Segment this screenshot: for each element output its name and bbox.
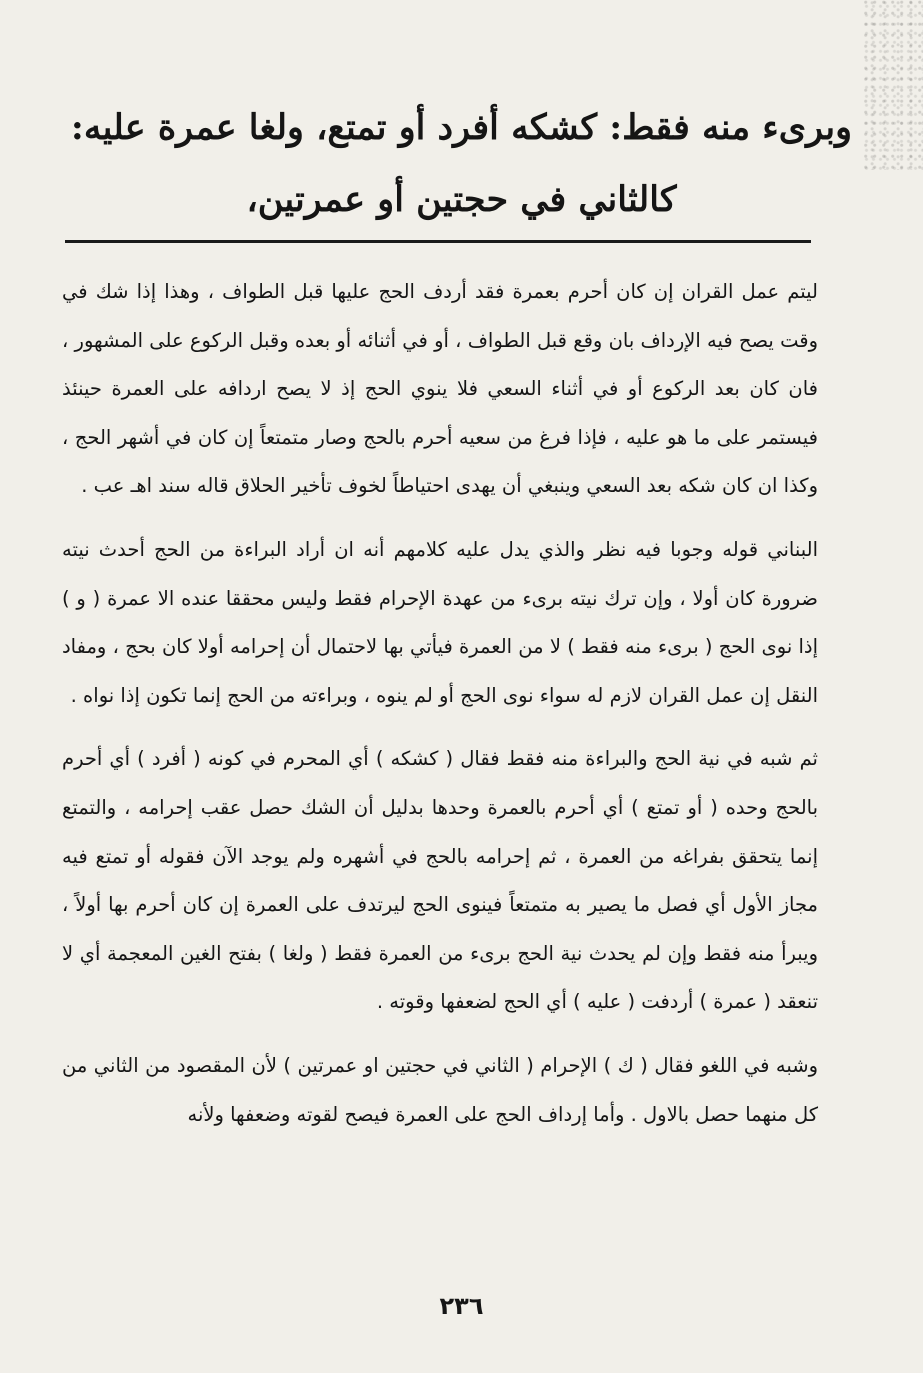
- matn-line-2: كالثاني في حجتين أو عمرتين،: [246, 179, 677, 220]
- page-number: ٢٣٦: [439, 1292, 484, 1320]
- commentary-paragraph-3: ثم شبه في نية الحج والبراءة منه فقط فقال ( كشكه ) أي المحرم في كونه ( أفرد ) أي أحرم بالحج وحده ( أو تمتع ) أي أحرم بالعمرة وحدها بدليل أن الشك حصل عقب إحرامه ، والتمتع إنما يتحقق بفراغه من العمرة ، ثم إحرامه بالحج في أشهره ولم يوجد الآن فقوله أو تمتع فيه مجاز الأول أي فصل ما يصير به متمتعاً فينوى الحج ليرتدف على العمرة إن كان أحرم بها أولاً ، ويبرأ منه فقط وإن لم يحدث نية الحج برىء من العمرة فقط ( ولغا ) بفتح الغين المعجمة أي لا تنعقد ( عمرة ) أردفت ( عليه ) أي الحج لضعفها وقوته .: [62, 747, 818, 1014]
- matn-line-1: وبرىء منه فقط: كشكه أفرد أو تمتع، ولغا عمرة عليه:: [70, 107, 853, 148]
- commentary-paragraph-1: ليتم عمل القران إن كان أحرم بعمرة فقد أردف الحج عليها قبل الطواف ، وهذا إذا شك في وقت يصح فيه الإرداف بان وقع قبل الطواف ، أو في أثنائه أو بعده وقبل الركوع على المشهور ، فان كان بعد الركوع أو في أثناء السعي فلا ينوي الحج إذ لا يصح اردافه على العمرة حينئذ فيستمر على ما هو عليه ، فإذا فرغ من سعيه أحرم بالحج وصار متمتعاً إن كان في أشهر الحج ، وكذا ان كان شكه بعد السعي وينبغي أن يهدى احتياطاً لخوف تأخير الحلاق قاله سند اهـ عب .: [62, 280, 818, 498]
- commentary-text: [62, 268, 818, 1154]
- commentary-paragraph-4: وشبه في اللغو فقال ( ك ) الإحرام ( الثاني في حجتين او عمرتين ) لأن المقصود من الثاني من كل منهما حصل بالاول . وأما إرداف الحج على العمرة فيصح لقوته وضعفها ولأنه: [62, 1053, 818, 1126]
- matn-heading: [70, 92, 853, 236]
- paper-speckle: [863, 0, 923, 170]
- commentary-paragraph-2: البناني قوله وجوبا فيه نظر والذي يدل عليه كلامهم أنه ان أراد البراءة من الحج أحدث نيته ضرورة كان أولا ، وإن ترك نيته برىء من عهدة الإحرام فقط وليس محققا عنده الا عمرة ( و ) إذا نوى الحج ( برىء منه فقط ) لا من العمرة فيأتي بها لاحتمال أن إحرامه أولا كان بحج ، ومفاد النقل إن عمل القران لازم له سواء نوى الحج أو لم ينوه ، وبراءته من الحج إنما تكون إذا نواه .: [62, 537, 818, 707]
- separator-rule: [65, 240, 811, 243]
